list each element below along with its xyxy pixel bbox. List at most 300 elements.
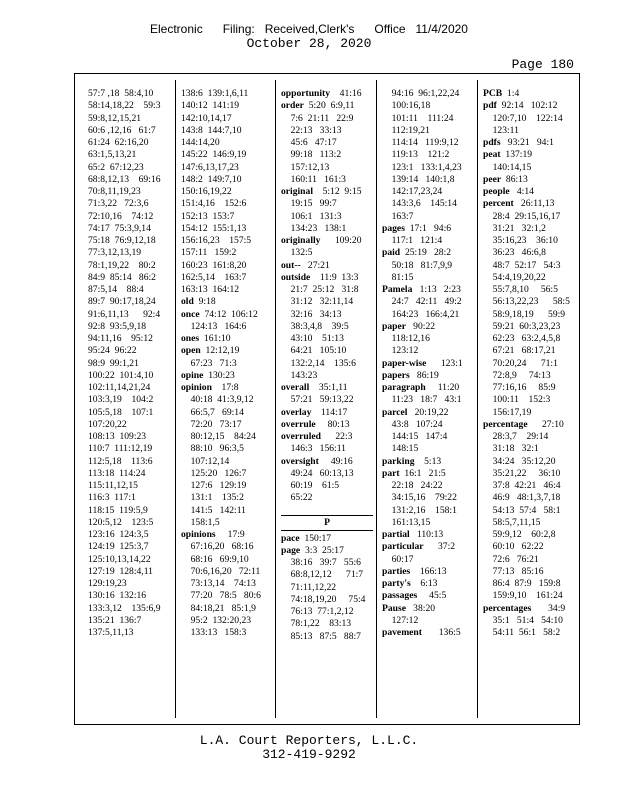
page-line-references: 57:7 ,18 58:4,10 — [88, 88, 154, 99]
index-term: opportunity — [281, 88, 331, 99]
page-line-references: 164:23 166:4,21 — [382, 308, 460, 320]
page-line-references: 32:16 34:13 — [281, 308, 342, 320]
word-index-box — [74, 73, 580, 725]
page-line-references: 95:24 96:22 — [88, 345, 137, 357]
index-entry-continuation — [281, 296, 373, 308]
index-entry-continuation — [483, 554, 575, 566]
index-term: paper-wise — [382, 357, 427, 369]
page-line-references: 98:9 99:1,21 — [88, 357, 139, 369]
index-entry-continuation — [382, 394, 474, 406]
index-entry-continuation — [281, 125, 373, 137]
index-entry-continuation — [181, 517, 272, 529]
page-line-references: 100:11 152:3 — [483, 394, 551, 406]
page-line-references: 17:9 — [215, 529, 245, 540]
index-entry-continuation — [181, 100, 272, 112]
page-line-references: 154:12 155:1,13 — [181, 222, 247, 234]
page-line-references: 34:15,16 79:22 — [382, 492, 457, 504]
page-line-references: 54:4,19,20,22 — [483, 271, 546, 283]
index-entry-continuation — [483, 113, 575, 125]
page-line-references: 49:24 60:13,13 — [281, 467, 354, 479]
page-line-references: 84:9 85:14 86:2 — [88, 271, 156, 283]
index-entry — [483, 149, 575, 161]
page-line-references: 22:18 24:22 — [382, 480, 443, 491]
index-entry-continuation — [382, 431, 474, 443]
page-line-references: 92:14 102:12 — [496, 100, 558, 112]
index-entry-continuation — [181, 272, 272, 284]
index-entry-continuation — [382, 492, 474, 504]
page-line-references: 64:21 105:10 — [281, 345, 347, 357]
index-entry-continuation — [382, 419, 474, 431]
index-entry-continuation — [181, 394, 272, 406]
page-line-references: 113:18 114:24 — [88, 467, 146, 479]
page-line-references: 124:19 125:3,7 — [88, 541, 149, 553]
page-line-references: 17:8 — [211, 382, 239, 393]
index-entry — [382, 590, 474, 602]
page-line-references: 114:17 — [311, 406, 348, 418]
index-term: peat — [483, 149, 501, 161]
index-entry-continuation — [88, 186, 172, 198]
index-entry-continuation — [281, 345, 373, 357]
page-line-references: 61:24 62:16,20 — [88, 137, 149, 148]
page-line-references: 37:2 — [423, 541, 456, 553]
page-line-references: 94:11,16 95:12 — [88, 333, 153, 344]
index-entry-continuation — [281, 113, 373, 125]
index-column-5 — [483, 88, 575, 639]
page-line-references: 162:5,14 163:7 — [181, 271, 247, 283]
index-term: percentage — [483, 418, 528, 430]
page-line-references: 134:23 138:1 — [281, 222, 347, 234]
page-line-references: 35:16,23 36:10 — [483, 235, 558, 246]
page-line-references: 163:13 164:12 — [181, 284, 240, 295]
page-line-references: 63:1,5,13,21 — [88, 149, 137, 161]
page-line-references: 27:21 — [300, 259, 330, 271]
index-entry — [181, 370, 272, 382]
page-line-references: 4:14 — [509, 186, 534, 197]
index-entry-continuation — [483, 529, 575, 541]
page-line-references: 60:19 61:5 — [281, 480, 340, 491]
page-line-references: 72:10,16 74:12 — [88, 210, 154, 222]
index-entry-continuation — [88, 211, 172, 223]
index-term: order — [281, 100, 304, 112]
page-line-references: 71:11,12,22 — [281, 581, 337, 593]
index-term: papers — [382, 369, 410, 381]
page-line-references: 123:11 — [483, 124, 519, 136]
page-line-references: 143:8 144:7,10 — [181, 124, 242, 136]
page-line-references: 28:4 29:15,16,17 — [483, 210, 561, 222]
index-entry-continuation — [88, 394, 172, 406]
index-entry — [382, 284, 474, 296]
page-line-references: 138:6 139:1,6,11 — [181, 88, 249, 99]
index-entry-continuation — [382, 333, 474, 345]
page-number: Page 180 — [511, 57, 574, 72]
page-line-references: 58:5,7,11,15 — [483, 516, 541, 528]
index-entry-continuation — [483, 456, 575, 468]
index-entry-continuation — [483, 284, 575, 296]
page-line-references: 38:3,4,8 39:5 — [281, 320, 349, 332]
page-line-references: 54:13 57:4 58:1 — [483, 504, 561, 516]
index-term: pace — [281, 532, 300, 544]
index-entry-continuation — [483, 443, 575, 455]
index-term: paragraph — [382, 382, 426, 393]
index-entry-continuation — [88, 235, 172, 247]
page-line-references: 158:1,5 — [181, 516, 220, 528]
index-entry-continuation — [181, 468, 272, 480]
index-entry-continuation — [382, 309, 474, 321]
page-line-references: 11:20 — [425, 382, 460, 393]
page-line-references: 133:13 158:3 — [181, 627, 247, 638]
index-entry-continuation — [88, 419, 172, 431]
index-entry-continuation — [88, 603, 172, 615]
page-line-references: 131:1 135:2 — [181, 492, 244, 504]
column-divider — [175, 80, 176, 718]
page-line-references: 56:13,22,23 58:5 — [483, 296, 570, 308]
index-entry-continuation — [483, 260, 575, 272]
page-line-references: 127:19 128:4,11 — [88, 565, 153, 577]
index-entry-continuation — [382, 517, 474, 529]
index-entry-continuation — [88, 358, 172, 370]
page-line-references: 112:5,18 113:6 — [88, 455, 153, 467]
page-line-references: 125:20 126:7 — [181, 467, 247, 479]
index-term: pages — [382, 222, 405, 234]
page-line-references: 132:5 — [281, 247, 313, 259]
index-entry-continuation — [281, 149, 373, 161]
index-term: parties — [382, 565, 411, 577]
index-entry-continuation — [88, 198, 172, 210]
page-line-references: 130:23 — [203, 369, 235, 381]
index-entry — [382, 382, 474, 394]
index-entry-continuation — [483, 345, 575, 357]
index-entry-continuation — [382, 615, 474, 627]
index-entry — [382, 541, 474, 553]
letter-section-heading: P — [281, 515, 373, 531]
index-entry-continuation — [88, 468, 172, 480]
page-line-references: 59:8,12,15,21 — [88, 112, 142, 124]
index-entry-continuation — [483, 407, 575, 419]
page-line-references: 70:20,24 71:1 — [483, 357, 558, 369]
index-entry — [281, 456, 373, 468]
index-term: pdfs — [483, 137, 501, 148]
index-entry — [181, 345, 272, 357]
index-entry-continuation — [281, 137, 373, 149]
page-line-references: 95:2 132:20,23 — [181, 614, 252, 626]
index-entry-continuation — [88, 541, 172, 553]
page-line-references: 110:13 — [409, 529, 444, 540]
index-term: out-- — [281, 259, 301, 271]
index-entry — [382, 566, 474, 578]
page-line-references: 41:16 — [330, 88, 362, 99]
page-line-references: 75:18 76:9,12,18 — [88, 235, 156, 246]
page-line-references: 60:17 — [382, 553, 414, 565]
page-line-references: 103:3,19 104:2 — [88, 394, 154, 406]
page-line-references: 114:14 119:9,12 — [382, 137, 459, 148]
page-line-references: 78:1,19,22 80:2 — [88, 259, 156, 271]
index-entry-continuation — [483, 382, 575, 394]
index-entry-continuation — [281, 309, 373, 321]
index-entry-continuation — [281, 569, 373, 581]
index-entry-continuation — [88, 431, 172, 443]
page-line-references: 136:5 — [421, 627, 461, 638]
page-line-references: 107:12,14 — [181, 455, 230, 467]
page-line-references: 74:18,19,20 75:4 — [281, 593, 366, 605]
page-line-references: 160:23 161:8,20 — [181, 259, 247, 271]
column-divider — [477, 80, 478, 718]
index-entry-continuation — [181, 407, 272, 419]
page-line-references: 65:22 — [281, 492, 313, 504]
index-entry-continuation — [88, 321, 172, 333]
index-entry-continuation — [281, 198, 373, 210]
page-line-references: 100:16,18 — [382, 100, 431, 112]
index-entry-continuation — [181, 627, 272, 639]
index-entry — [281, 545, 373, 557]
page-line-references: 102:11,14,21,24 — [88, 382, 151, 393]
page-line-references: 5:12 9:15 — [312, 186, 362, 197]
index-term: paper — [382, 320, 406, 332]
index-entry-continuation — [88, 590, 172, 602]
page-line-references: 81:15 — [382, 271, 414, 283]
page-line-references: 38:20 — [405, 602, 436, 614]
page-line-references: 22:3 — [320, 431, 353, 442]
page-line-references: 26:11,13 — [513, 198, 555, 210]
index-entry — [382, 321, 474, 333]
index-entry — [382, 370, 474, 382]
page-line-references: 67:23 71:3 — [181, 357, 237, 369]
page-line-references: 106:1 131:3 — [281, 210, 342, 222]
index-entry-continuation — [382, 149, 474, 161]
page-line-references: 163:7 — [382, 210, 414, 222]
page-line-references: 21:7 25:12 31:8 — [281, 284, 359, 295]
index-entry — [181, 296, 272, 308]
page-line-references: 40:18 41:3,9,12 — [181, 394, 254, 406]
index-entry-continuation — [88, 125, 172, 137]
page-line-references: 35:1,11 — [309, 382, 348, 393]
page-line-references: 72:8,9 74:13 — [483, 369, 551, 381]
index-entry-continuation — [483, 235, 575, 247]
index-entry-continuation — [281, 594, 373, 606]
index-term: parking — [382, 455, 415, 467]
page-line-references: 150:17 — [299, 532, 332, 544]
index-term: pdf — [483, 100, 497, 112]
index-term: once — [181, 308, 200, 320]
index-entry-continuation — [483, 480, 575, 492]
index-entry — [483, 198, 575, 210]
page-line-references: 77:16,16 85:9 — [483, 382, 556, 393]
page-line-references: 84:18,21 85:1,9 — [181, 602, 256, 614]
page-line-references: 156:17,19 — [483, 406, 532, 418]
page-line-references: 123:16 124:3,5 — [88, 529, 149, 540]
page-line-references: 142:17,23,24 — [382, 186, 443, 197]
index-term: percent — [483, 198, 514, 210]
index-term: particular — [382, 541, 424, 553]
index-entry-continuation — [88, 284, 172, 296]
index-term: passages — [382, 590, 418, 602]
index-entry-continuation — [281, 606, 373, 618]
page-line-references: 59:21 60:3,23,23 — [483, 320, 561, 332]
index-entry — [181, 382, 272, 394]
page-line-references: 88:10 96:3,5 — [181, 443, 244, 455]
index-entry — [281, 235, 373, 247]
index-entry — [483, 88, 575, 100]
page-line-references: 152:13 153:7 — [181, 210, 235, 222]
index-entry-continuation — [483, 394, 575, 406]
page-line-references: 159:9,10 161:24 — [483, 590, 563, 602]
index-column-4 — [382, 88, 474, 639]
index-entry-continuation — [181, 235, 272, 247]
page-line-references: 77:3,12,13,19 — [88, 247, 142, 259]
index-entry-continuation — [281, 358, 373, 370]
index-entry-continuation — [281, 284, 373, 296]
index-entry-continuation — [483, 223, 575, 235]
page-line-references: 31:12 32:11,14 — [281, 296, 354, 308]
index-term: part — [382, 467, 400, 479]
index-term: oversight — [281, 455, 319, 467]
page-line-references: 123:1 133:1,4,23 — [382, 161, 462, 173]
page-line-references: 35:1 51:4 54:10 — [483, 614, 563, 626]
page-line-references: 80:13 — [315, 418, 350, 430]
index-term: old — [181, 296, 194, 308]
index-entry-continuation — [281, 321, 373, 333]
index-entry-continuation — [483, 370, 575, 382]
index-entry-continuation — [88, 272, 172, 284]
page-line-references: 11:23 18:7 43:1 — [382, 394, 462, 406]
index-entry-continuation — [181, 590, 272, 602]
index-entry-continuation — [88, 333, 172, 345]
page-line-references: 139:14 140:1,8 — [382, 173, 455, 185]
index-entry-continuation — [88, 88, 172, 100]
index-term: PCB — [483, 88, 503, 99]
page-line-references: 99:18 113:2 — [281, 149, 342, 161]
index-entry-continuation — [88, 627, 172, 639]
index-entry-continuation — [483, 492, 575, 504]
column-divider — [376, 80, 377, 718]
index-entry-continuation — [88, 113, 172, 125]
index-entry — [382, 407, 474, 419]
page-line-references: 132:2,14 135:6 — [281, 357, 356, 369]
page-line-references: 55:7,8,10 56:5 — [483, 284, 558, 295]
index-entry-continuation — [181, 505, 272, 517]
page-line-references: 6:13 — [410, 578, 438, 589]
index-column-1 — [88, 88, 172, 639]
index-entry-continuation — [181, 247, 272, 259]
index-entry — [382, 456, 474, 468]
page-line-references: 147:6,13,17,23 — [181, 161, 239, 173]
page-line-references: 16:1 21:5 — [399, 467, 446, 479]
index-entry-continuation — [382, 211, 474, 223]
index-entry-continuation — [483, 125, 575, 137]
index-entry-continuation — [382, 186, 474, 198]
index-entry-continuation — [88, 149, 172, 161]
page-line-references: 87:5,14 88:4 — [88, 284, 144, 295]
index-entry-continuation — [181, 137, 272, 149]
index-entry-continuation — [483, 321, 575, 333]
index-term: parcel — [382, 406, 408, 418]
index-entry-continuation — [88, 260, 172, 272]
page-line-references: 60:10 62:22 — [483, 541, 544, 553]
page-line-references: 31:18 32:1 — [483, 443, 539, 455]
page-line-references: 140:12 141:19 — [181, 100, 240, 112]
index-entry — [382, 578, 474, 590]
index-term: opinion — [181, 382, 212, 393]
page-line-references: 157:11 159:2 — [181, 247, 237, 259]
page-line-references: 54:11 56:1 58:2 — [483, 627, 561, 638]
index-entry — [483, 174, 575, 186]
page-line-references: 116:3 117:1 — [88, 492, 136, 504]
index-term: opinions — [181, 529, 216, 540]
index-term: overall — [281, 382, 310, 393]
index-entry-continuation — [88, 370, 172, 382]
index-entry-continuation — [88, 382, 172, 394]
page-line-references: 127:6 129:19 — [181, 480, 247, 491]
index-entry-continuation — [382, 88, 474, 100]
page-line-references: 73:13,14 74:13 — [181, 578, 256, 589]
index-term: paid — [382, 247, 401, 259]
index-entry — [281, 100, 373, 112]
page-line-references: 59:9,12 60:2,8 — [483, 529, 556, 540]
page-line-references: 141:5 142:11 — [181, 504, 246, 516]
index-term: ones — [181, 333, 200, 344]
index-entry-continuation — [382, 272, 474, 284]
page-line-references: 5:20 6:9,11 — [303, 100, 355, 112]
index-entry-continuation — [88, 529, 172, 541]
page-line-references: 123:12 — [382, 345, 419, 357]
index-term: originally — [281, 235, 321, 246]
page-line-references: 137:19 — [500, 149, 533, 161]
page-line-references: 93:21 94:1 — [500, 137, 554, 148]
page-line-references: 130:16 132:16 — [88, 590, 147, 602]
index-entry — [281, 186, 373, 198]
page-line-references: 24:7 42:11 49:2 — [382, 296, 462, 308]
page-line-references: 110:7 111:12,19 — [88, 443, 153, 455]
index-entry-continuation — [88, 247, 172, 259]
index-entry-continuation — [181, 431, 272, 443]
page-line-references: 144:15 147:4 — [382, 431, 448, 442]
page-line-references: 118:15 119:5,9 — [88, 504, 148, 516]
page-line-references: 67:21 68:17,21 — [483, 345, 556, 357]
index-entry-continuation — [88, 137, 172, 149]
index-entry-continuation — [181, 223, 272, 235]
index-entry-continuation — [88, 578, 172, 590]
index-entry-continuation — [483, 590, 575, 602]
index-term: people — [483, 186, 510, 197]
page-line-references: 140:14,15 — [483, 161, 532, 173]
page-line-references: 7:6 21:11 22:9 — [281, 112, 354, 124]
index-entry — [281, 272, 373, 284]
page-line-references: 143:3,6 145:14 — [382, 198, 457, 210]
page-line-references: 101:11 111:24 — [382, 112, 454, 124]
index-entry — [181, 529, 272, 541]
page-line-references: 142:10,14,17 — [181, 112, 232, 124]
index-term: pavement — [382, 627, 422, 638]
index-entry-continuation — [181, 186, 272, 198]
page-line-references: 60:6 ,12,16 61:7 — [88, 124, 156, 136]
index-entry — [281, 382, 373, 394]
page-line-references: 50:18 81:7,9,9 — [382, 259, 453, 271]
page-line-references: 20:19,22 — [407, 406, 449, 418]
index-entry-continuation — [88, 100, 172, 112]
index-term: Pamela — [382, 284, 413, 295]
index-entry-continuation — [281, 211, 373, 223]
filing-date: October 28, 2020 — [246, 36, 372, 51]
index-entry-continuation — [483, 296, 575, 308]
page-line-references: 36:23 46:6,8 — [483, 247, 546, 259]
page-line-references: 119:13 121:2 — [382, 149, 450, 161]
page-line-references: 91:6,11,13 92:4 — [88, 308, 161, 320]
index-entry-continuation — [281, 492, 373, 504]
page-line-references: 135:21 136:7 — [88, 614, 142, 626]
court-reporter-phone: 312-419-9292 — [262, 747, 356, 762]
page-line-references: 35:21,22 36:10 — [483, 467, 561, 479]
index-entry-continuation — [281, 468, 373, 480]
page-line-references: 145:22 146:9,19 — [181, 149, 247, 161]
